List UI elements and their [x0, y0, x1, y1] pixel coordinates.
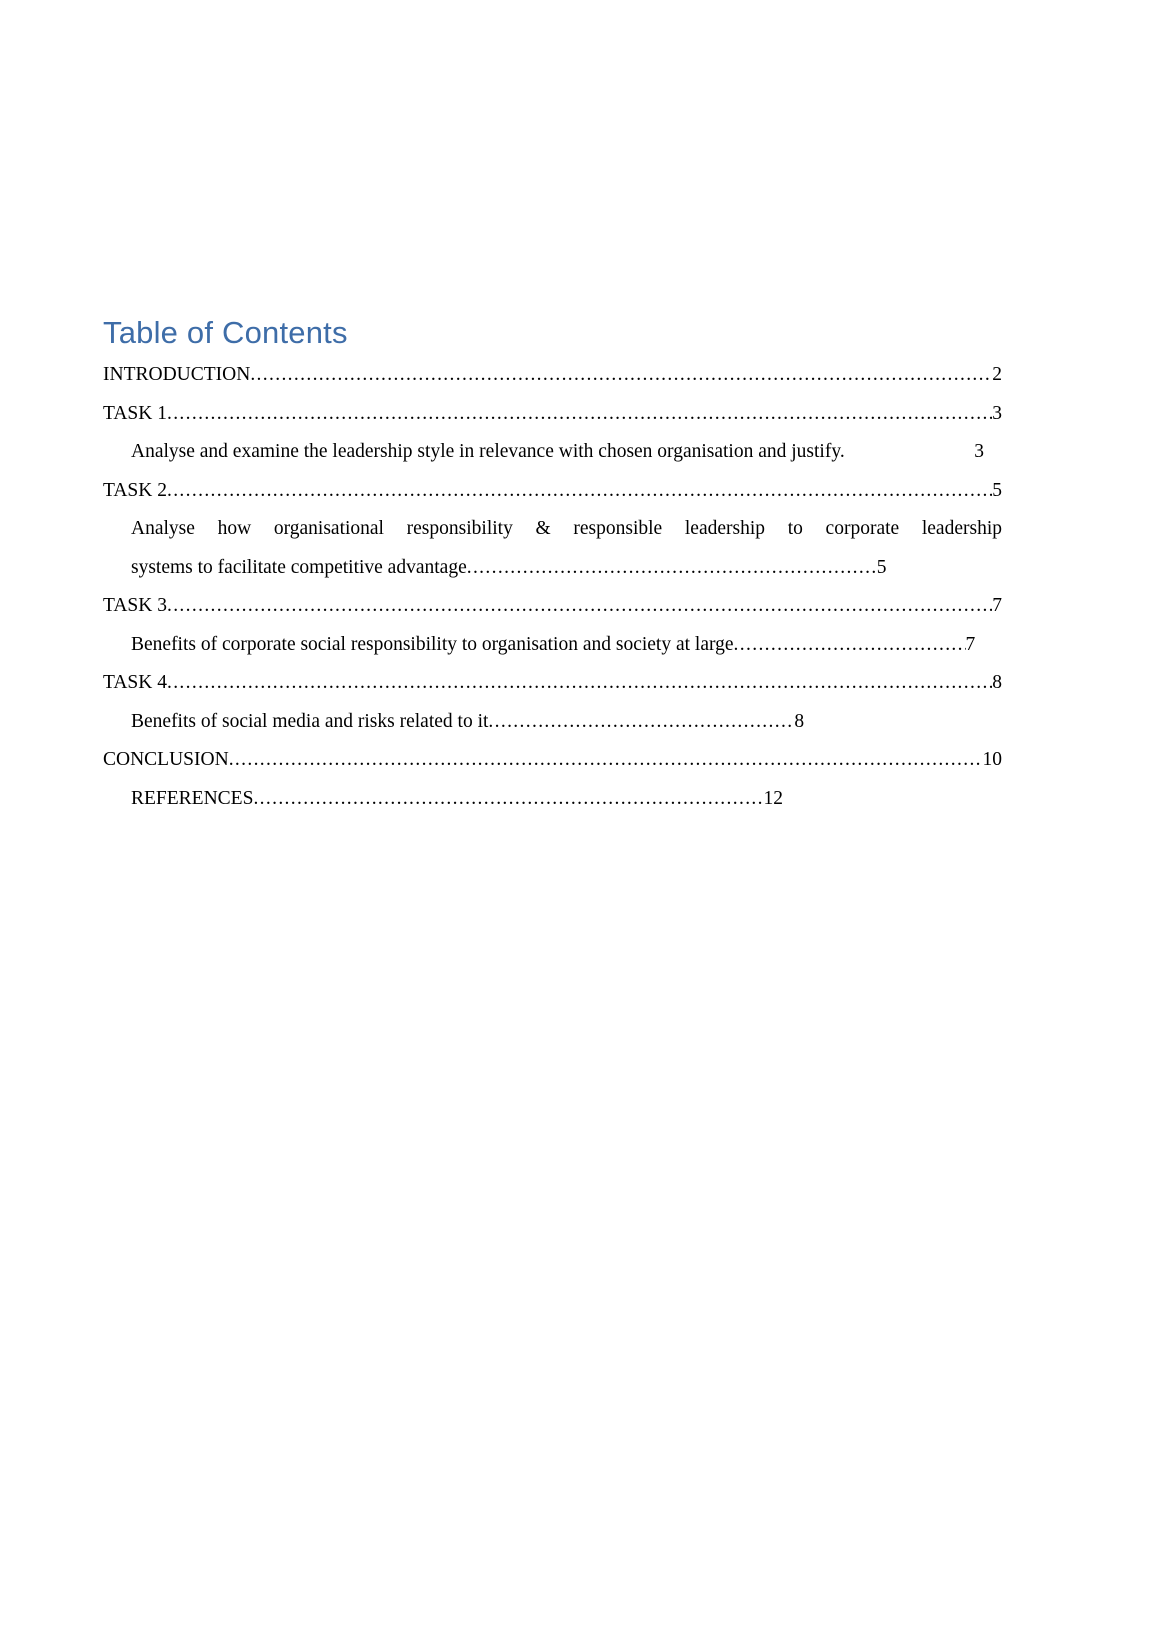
table-of-contents-heading: Table of Contents — [103, 315, 348, 350]
toc-dot-leader — [167, 481, 992, 501]
toc-entry-page-number: 12 — [763, 787, 783, 809]
toc-entry-label: Benefits of social media and risks related to it — [131, 710, 489, 732]
toc-dot-leader — [488, 712, 794, 732]
toc-entry-page-number: 3 — [992, 402, 1002, 424]
toc-dot-leader — [229, 750, 983, 770]
toc-entry-page-number: 3 — [974, 441, 984, 462]
toc-entry-label: INTRODUCTION — [103, 364, 251, 385]
toc-entry-task-3[interactable] — [103, 587, 1002, 626]
table-of-contents — [103, 312, 1002, 818]
toc-entry-task-2[interactable] — [103, 472, 1002, 511]
toc-entry-label: Analyse and examine the leadership style in relevance with chosen organisation and justify. — [131, 441, 845, 462]
toc-entry-page-number: 7 — [965, 633, 976, 655]
toc-dot-leader — [734, 635, 966, 655]
toc-subentry-benefits-corporate-social-responsibility[interactable] — [103, 626, 1002, 665]
toc-subentry-organisational-responsibility[interactable] — [103, 510, 1002, 587]
toc-entry-page-number: 2 — [992, 364, 1002, 385]
toc-entry-conclusion[interactable] — [103, 741, 1002, 780]
toc-entry-page-number: 5 — [876, 556, 887, 578]
toc-entry-page-number: 5 — [992, 479, 1002, 501]
toc-dot-leader — [250, 365, 992, 385]
toc-entry-task-4[interactable] — [103, 664, 1002, 703]
toc-entry-label-line-2: systems to facilitate competitive advantage — [131, 556, 467, 578]
toc-entry-label: TASK 2 — [103, 479, 167, 501]
toc-entry-label: REFERENCES — [131, 787, 254, 809]
toc-entry-page-number: 8 — [992, 672, 1002, 693]
toc-entry-task-1[interactable] — [103, 395, 1002, 434]
toc-entry-label: TASK 4 — [103, 672, 167, 693]
toc-dot-leader — [167, 404, 992, 424]
toc-entry-introduction[interactable] — [103, 356, 1002, 395]
toc-dot-leader — [167, 673, 992, 693]
toc-entry-label: CONCLUSION — [103, 749, 229, 770]
toc-entry-label-line-1: Analyse how organisational responsibility & responsible leadership to corporate leadership — [131, 518, 1002, 539]
toc-dot-leader — [467, 558, 877, 578]
toc-entry-page-number: 8 — [794, 710, 805, 732]
toc-subentry-benefits-social-media[interactable] — [103, 703, 1002, 742]
toc-dot-leader — [253, 789, 763, 809]
toc-entry-label-line-2-row — [131, 549, 1002, 588]
toc-entry-label: TASK 1 — [103, 402, 167, 424]
toc-entry-page-number: 10 — [982, 749, 1002, 770]
toc-subentry-analyse-leadership-style[interactable] — [103, 433, 1002, 472]
toc-entry-label: TASK 3 — [103, 595, 167, 616]
toc-entry-page-number: 7 — [992, 595, 1002, 616]
toc-entry-references[interactable] — [103, 780, 1002, 819]
toc-dot-leader — [167, 596, 992, 616]
toc-entry-label: Benefits of corporate social responsibility to organisation and society at large — [131, 633, 734, 655]
